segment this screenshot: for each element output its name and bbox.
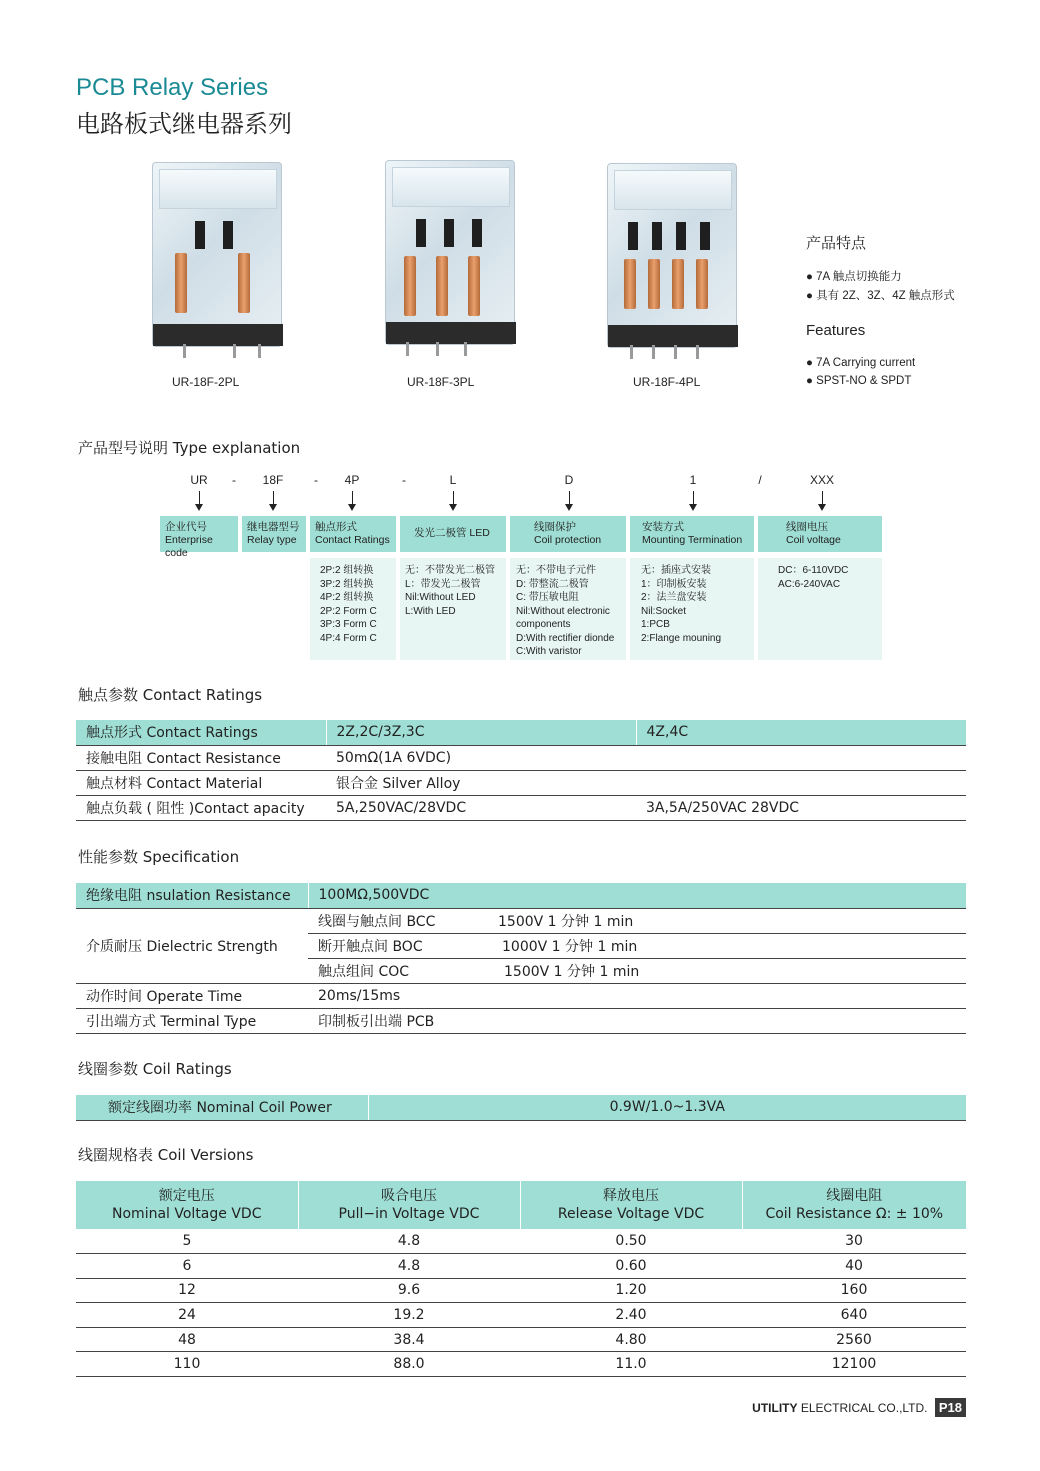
product-label: UR-18F-3PL [407, 375, 475, 389]
code-xxx: XXX [809, 473, 834, 487]
cell: 12100 [742, 1352, 966, 1377]
arrow-icon [199, 491, 200, 505]
cell: 9.6 [298, 1278, 520, 1303]
header-en: Release Voltage VDC [557, 1206, 705, 1222]
row-label: 绝缘电阻 nsulation Resistance [76, 883, 308, 908]
table-row [76, 1008, 966, 1033]
table-row [76, 883, 966, 908]
relay-image-2pl [152, 162, 302, 362]
cell: 30 [742, 1229, 966, 1254]
row-value: 1500V 1 分钟 1 min [488, 908, 966, 933]
row-label: 接触电阻 Contact Resistance [76, 745, 326, 770]
table-row [76, 1229, 966, 1254]
code-slash: / [758, 473, 762, 487]
type-header-relay [242, 516, 306, 552]
header-cn: 发光二极管 LED [414, 527, 490, 539]
header-cn: 线圈电压 [786, 521, 828, 533]
row-value: 5A,250VAC/28VDC [326, 795, 636, 820]
feature-text: SPST-NO & SPDT [816, 375, 912, 387]
code-sep: - [402, 473, 406, 487]
arrow-icon [453, 491, 454, 505]
cell: 40 [742, 1254, 966, 1279]
feature-text: 7A Carrying current [816, 357, 916, 369]
header-en: Enterprise code [165, 534, 213, 559]
type-detail-contact: 2P:2 组转换 3P:2 组转换 4P:2 组转换 2P:2 Form C 3P:3 Form C 4P:4 Form C [310, 558, 396, 660]
row-label: 额定线圈功率 Nominal Coil Power [76, 1095, 368, 1120]
row-value: 银合金 Silver Alloy [326, 770, 636, 795]
specification-heading: 性能参数 Specification [78, 848, 240, 866]
row-label: 介质耐压 Dielectric Strength [76, 908, 308, 983]
cell: 160 [742, 1278, 966, 1303]
cell: 0.50 [520, 1229, 742, 1254]
arrow-icon [352, 491, 353, 505]
type-header-led [400, 516, 506, 552]
cell: 6 [76, 1254, 298, 1279]
type-detail-led: 无：不带发光二极管 L：带发光二极管 Nil:Without LED L:With LED [400, 558, 506, 660]
header-cn: 安装方式 [642, 521, 684, 533]
header-cn: 额定电压 [158, 1188, 215, 1204]
row-value: 20ms/15ms [308, 983, 966, 1008]
table-row [76, 720, 966, 745]
code-sep: - [232, 473, 236, 487]
coil-ratings-table [76, 1095, 966, 1121]
product-label: UR-18F-2PL [172, 375, 240, 389]
header-en: Coil voltage [786, 534, 841, 546]
code-4p: 4P [344, 473, 360, 487]
feature-text: 具有 2Z、3Z、4Z 触点形式 [816, 290, 955, 302]
arrow-icon [273, 491, 274, 505]
contact-ratings-table [76, 720, 966, 821]
type-header-enterprise [160, 516, 238, 559]
column-header [298, 1181, 520, 1229]
relay-image-4pl [607, 163, 757, 363]
table-header-row [76, 1181, 966, 1229]
row-value: 50mΩ(1A 6VDC) [326, 745, 636, 770]
table-row [76, 745, 966, 770]
table-row [76, 1254, 966, 1279]
row-value [636, 745, 966, 770]
table-row [76, 1095, 966, 1120]
column-header [520, 1181, 742, 1229]
cell: 2.40 [520, 1303, 742, 1328]
table-row [76, 1352, 966, 1377]
row-value [636, 770, 966, 795]
arrow-icon [569, 491, 570, 505]
row-value: 1000V 1 分钟 1 min [488, 933, 966, 958]
column-header [742, 1181, 966, 1229]
row-value: 印制板引出端 PCB [308, 1008, 966, 1033]
product-label: UR-18F-4PL [633, 375, 701, 389]
type-header-contact [310, 516, 396, 552]
coil-versions-heading: 线圈规格表 Coil Versions [78, 1146, 254, 1164]
header-en: Coil Resistance Ω: ± 10% [765, 1206, 944, 1222]
page-title-cn: 电路板式继电器系列 [76, 110, 292, 138]
header-cn: 释放电压 [603, 1188, 659, 1204]
header-cn: 企业代号 [165, 521, 207, 533]
cell: 19.2 [298, 1303, 520, 1328]
table-row [76, 983, 966, 1008]
feature-text: 7A 触点切换能力 [816, 271, 902, 283]
code-ur: UR [190, 473, 208, 487]
row-label: 触点形式 Contact Ratings [76, 720, 326, 745]
header-cn: 线圈保护 [534, 521, 576, 533]
features-heading-cn: 产品特点 [806, 234, 867, 252]
relay-image-3pl [385, 160, 535, 360]
page-number: P18 [935, 1398, 966, 1417]
coil-ratings-heading: 线圈参数 Coil Ratings [78, 1060, 232, 1078]
page-title-en: PCB Relay Series [76, 74, 269, 101]
row-label: 触点材料 Contact Material [76, 770, 326, 795]
contact-ratings-heading: 触点参数 Contact Ratings [78, 686, 263, 704]
cell: 1.20 [520, 1278, 742, 1303]
features-heading-en: Features [806, 322, 866, 339]
header-cn: 触点形式 [315, 521, 357, 533]
type-header-mounting [630, 516, 754, 552]
arrow-icon [822, 491, 823, 505]
header-en: Relay type [247, 534, 297, 546]
cell: 38.4 [298, 1327, 520, 1352]
header-en: Contact Ratings [315, 534, 390, 546]
cell: 11.0 [520, 1352, 742, 1377]
cell: 640 [742, 1303, 966, 1328]
footer-brand: UTILITY [752, 1401, 798, 1415]
specification-table [76, 883, 966, 1034]
feature-item: ● 7A 触点切换能力 [806, 271, 902, 283]
row-sublabel: 触点组间 COC [308, 958, 488, 983]
header-en: Mounting Termination [642, 534, 743, 546]
code-sep: - [314, 473, 318, 487]
cell: 110 [76, 1352, 298, 1377]
row-value: 2Z,2C/3Z,3C [326, 720, 636, 745]
cell: 2560 [742, 1327, 966, 1352]
cell: 88.0 [298, 1352, 520, 1377]
cell: 4.8 [298, 1254, 520, 1279]
footer [752, 1398, 966, 1417]
type-header-coil-voltage [758, 516, 882, 552]
feature-item: ● 具有 2Z、3Z、4Z 触点形式 [806, 290, 955, 302]
type-detail-coil-voltage: DC：6-110VDC AC:6-240VAC [758, 558, 882, 660]
header-cn: 线圈电阻 [826, 1188, 883, 1204]
header-cn: 继电器型号 [247, 521, 300, 533]
table-row [76, 1303, 966, 1328]
type-detail-coil-protection: 无：不带电子元件 D: 带整流二极管 C: 带压敏电阻 Nil:Without electronic components D:With rectifier dionde C:With varistor [510, 558, 626, 660]
row-label: 引出端方式 Terminal Type [76, 1008, 308, 1033]
cell: 4.8 [298, 1229, 520, 1254]
coil-versions-table [76, 1181, 966, 1377]
arrow-icon [693, 491, 694, 505]
code-d: D [564, 473, 574, 487]
column-header [76, 1181, 298, 1229]
code-18f: 18F [262, 473, 284, 487]
table-row [76, 908, 966, 933]
table-row [76, 1278, 966, 1303]
cell: 5 [76, 1229, 298, 1254]
table-row [76, 795, 966, 820]
row-label: 动作时间 Operate Time [76, 983, 308, 1008]
row-value: 3A,5A/250VAC 28VDC [636, 795, 966, 820]
table-row [76, 770, 966, 795]
type-header-coil-protection [510, 516, 626, 552]
header-en: Nominal Voltage VDC [112, 1206, 262, 1222]
type-detail-mounting: 无：插座式安装 1：印制板安装 2：法兰盘安装 Nil:Socket 1:PCB 2:Flange mouning [630, 558, 754, 660]
header-cn: 吸合电压 [381, 1188, 437, 1204]
row-sublabel: 线圈与触点间 BCC [308, 908, 488, 933]
row-value: 0.9W/1.0~1.3VA [368, 1095, 966, 1120]
cell: 0.60 [520, 1254, 742, 1279]
row-value: 4Z,4C [636, 720, 966, 745]
feature-item: ● 7A Carrying current [806, 357, 916, 369]
row-sublabel: 断开触点间 BOC [308, 933, 488, 958]
cell: 24 [76, 1303, 298, 1328]
code-1: 1 [689, 473, 697, 487]
table-row [76, 1327, 966, 1352]
row-value: 1500V 1 分钟 1 min [488, 958, 966, 983]
row-label: 触点负载 ( 阻性 )Contact apacity [76, 795, 326, 820]
header-en: Pull−in Voltage VDC [338, 1206, 480, 1222]
code-l: L [449, 473, 457, 487]
footer-company: ELECTRICAL CO.,LTD. [797, 1401, 928, 1415]
row-value: 100MΩ,500VDC [308, 883, 966, 908]
cell: 48 [76, 1327, 298, 1352]
type-explanation-heading: 产品型号说明 Type explanation [78, 439, 301, 457]
cell: 4.80 [520, 1327, 742, 1352]
header-en: Coil protection [534, 534, 602, 546]
cell: 12 [76, 1278, 298, 1303]
feature-item: ● SPST-NO & SPDT [806, 375, 912, 387]
